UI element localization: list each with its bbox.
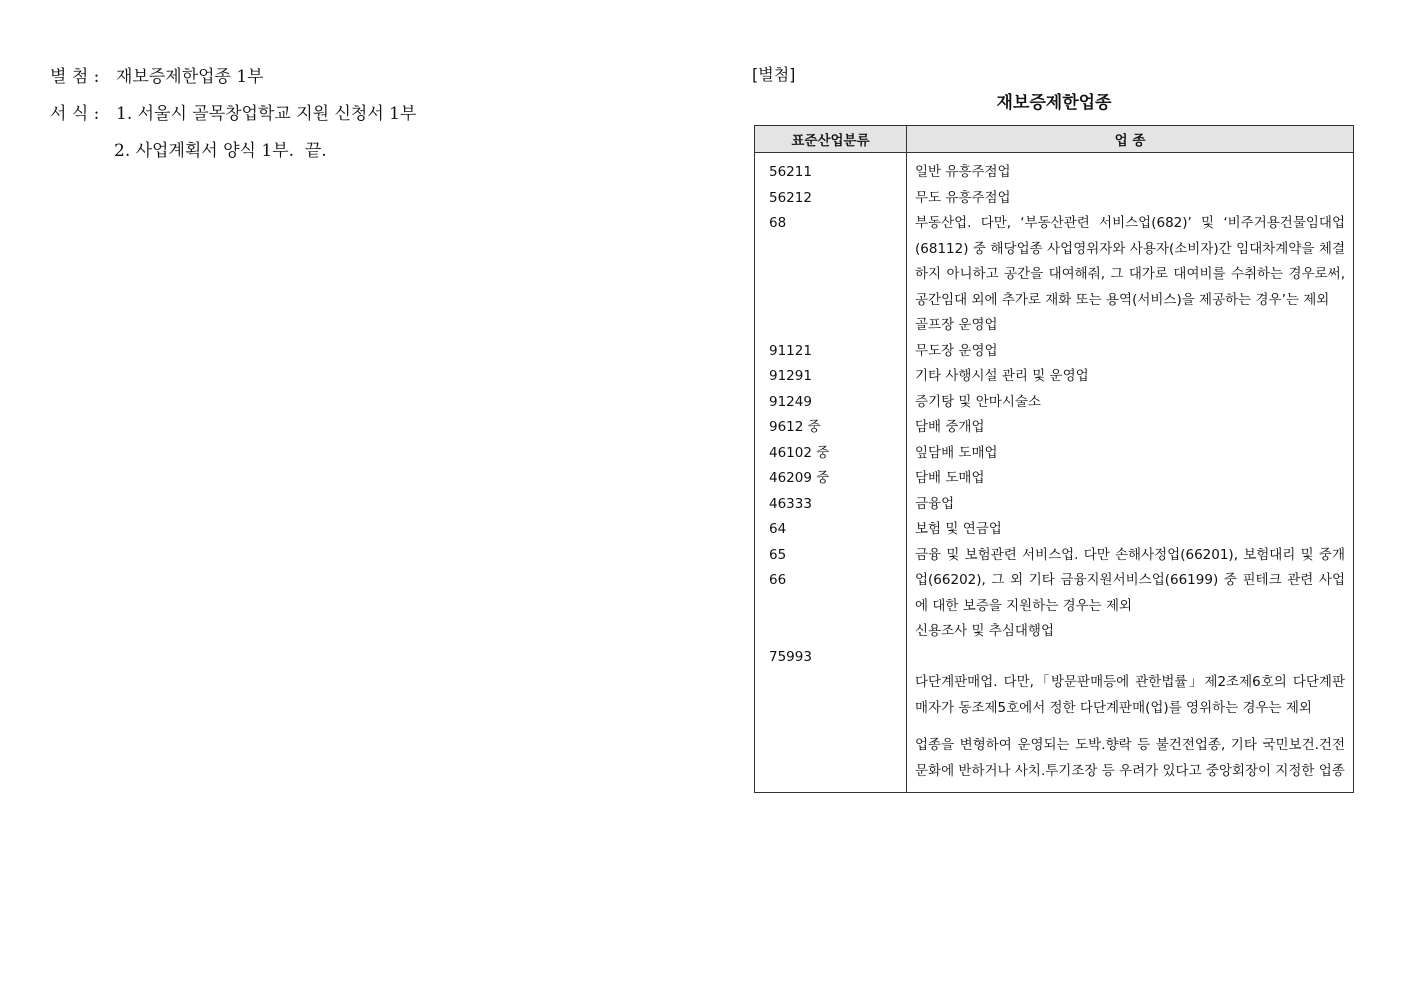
code-cell: 91291: [769, 368, 812, 384]
code-cell: 75993: [769, 648, 812, 665]
restricted-industry-table: [754, 125, 1354, 793]
code-cell: 56211: [769, 164, 812, 180]
code-cell: 91249: [769, 393, 812, 410]
industry-cell: 골프장 운영업: [915, 317, 998, 333]
code-cell: 9612 중: [769, 419, 821, 435]
form-line-1: [50, 99, 416, 136]
code-cell: 46209 중: [769, 470, 830, 486]
attachment-block: [50, 62, 416, 173]
industry-cell: 금융업: [915, 495, 955, 512]
form-label: 서 식 :: [50, 104, 100, 124]
table-title: 재보증제한업종: [996, 93, 1112, 113]
industry-cell: 보험 및 연금업: [915, 521, 1002, 537]
industry-cell: 기타 사행시설 관리 및 운영업: [915, 368, 1089, 384]
code-cell: 68: [769, 215, 787, 231]
code-cell: 46102 중: [769, 444, 830, 461]
code-cell: 56212: [769, 189, 812, 206]
code-column: [755, 153, 907, 793]
attachment-line: [50, 62, 416, 99]
code-cell: 65: [769, 546, 787, 563]
attachment-label: 별 첨 :: [50, 67, 100, 87]
industry-cell: 일반 유흥주점업: [915, 164, 1011, 180]
industry-cell: 신용조사 및 추심대행업: [915, 623, 1054, 639]
form-item-2: 2. 사업계획서 양식 1부. 끝.: [114, 141, 327, 161]
industry-cell-multilevel: 다단계판매업. 다만,「방문판매등에 관한법률」제2조제6호의 다단계판매자가 동조제5호에서 정한 다단계판매(업)를 영위하는 경우는 제외: [915, 674, 1345, 716]
code-cell: 46333: [769, 495, 812, 512]
code-cell: 91121: [769, 342, 812, 359]
industry-cell: 무도장 운영업: [915, 342, 998, 359]
table-header-row: [755, 126, 1354, 153]
form-item-1: 1. 서울시 골목창업학교 지원 신청서 1부: [116, 104, 417, 124]
header-code: 표준산업분류: [755, 126, 907, 153]
industry-cell: 부동산업. 다만, ‘부동산관련 서비스업(682)’ 및 ‘비주거용건물임대업(68112) 중 해당업종 사업영위자와 사용자(소비자)간 임대차계약을 체결하지 아니하고 공간을 대여해줘, 그 대가로 대여비를 수취하는 경우로써, 공간임대 외에 추가로 재화 또는 용역(서비스)을 제공하는 경우’는 제외: [915, 215, 1345, 308]
industry-cell: 무도 유흥주점업: [915, 189, 1011, 206]
industry-cell: 담배 중개업: [915, 419, 985, 435]
attachment-text: 재보증제한업종 1부: [116, 67, 264, 87]
industry-cell: 증기탕 및 안마시술소: [915, 393, 1041, 410]
industry-cell: 금융 및 보험관련 서비스업. 다만 손해사정업(66201), 보험대리 및 중개업(66202), 그 외 기타 금융지원서비스업(66199) 중 핀테크 관련 사업에 대한 보증을 지원하는 경우는 제외: [915, 546, 1345, 614]
attachment-tag: [별첨]: [752, 65, 796, 84]
industry-cell: 담배 도매업: [915, 470, 985, 486]
industry-cell-designated: 업종을 변형하여 운영되는 도박.향락 등 불건전업종, 기타 국민보건.건전문화에 반하거나 사치.투기조장 등 우려가 있다고 중앙회장이 지정한 업종: [915, 737, 1345, 779]
header-industry: 업 종: [907, 126, 1354, 153]
code-cell: 66: [769, 572, 787, 588]
industry-column: [907, 153, 1354, 793]
form-line-2: [50, 136, 416, 173]
code-cell: 64: [769, 521, 787, 537]
table-body-row: [755, 153, 1354, 793]
industry-cell: 잎담배 도매업: [915, 444, 998, 461]
